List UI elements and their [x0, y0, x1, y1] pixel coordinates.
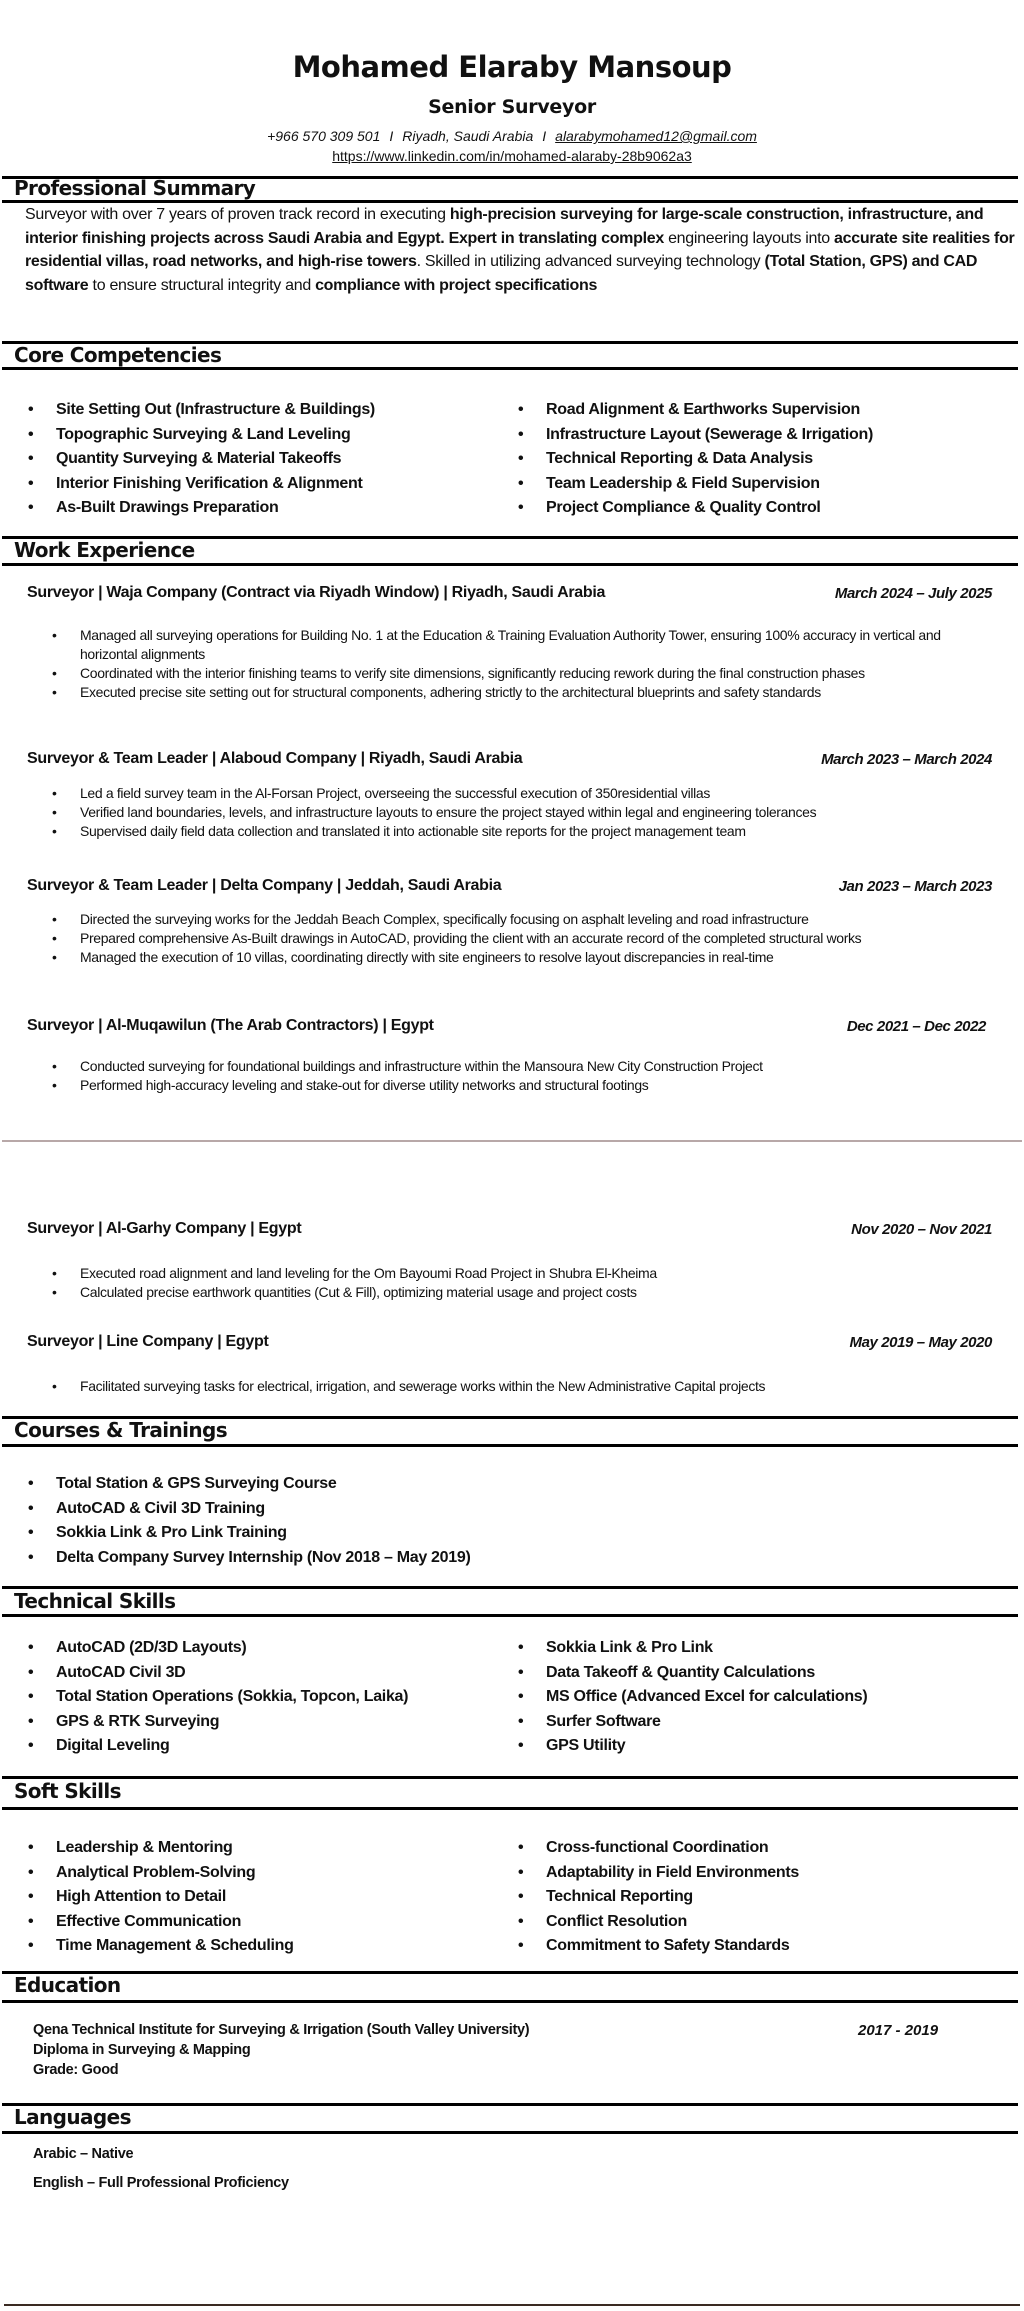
contact-line — [0, 128, 1024, 144]
list-item: • Performed high-accuracy leveling and stake-out for diverse utility networks and structural footings — [48, 1076, 1018, 1095]
language-item: Arabic – Native — [33, 2146, 134, 2162]
section-heading-summary: Professional Summary — [14, 176, 256, 200]
list-item: • Team Leadership & Field Supervision — [514, 472, 1014, 497]
section-heading-languages: Languages — [14, 2105, 131, 2129]
list-item: • Managed the execution of 10 villas, coordinating directly with site engineers to resolve layout discrepancies in real-time — [48, 948, 988, 967]
location: Riyadh, Saudi Arabia — [402, 128, 534, 144]
job-bullets — [48, 910, 988, 967]
list-item: • GPS Utility — [514, 1734, 1014, 1759]
job-dates: Jan 2023 – March 2023 — [838, 878, 992, 895]
list-item: • Delta Company Survey Internship (Nov 2018 – May 2019) — [24, 1546, 724, 1571]
list-item: • Quantity Surveying & Material Takeoffs — [24, 447, 504, 472]
list-item: • Data Takeoff & Quantity Calculations — [514, 1661, 1014, 1686]
job-dates: May 2019 – May 2020 — [849, 1334, 992, 1351]
list-item: • Technical Reporting & Data Analysis — [514, 447, 1014, 472]
summary-highlight: high-precision surveying for large-scale construction, infrastructure, and interior finishing projects across Saudi Arabia and Egypt. Expert in translating complex — [25, 206, 984, 247]
list-item: • Leadership & Mentoring — [24, 1836, 514, 1861]
job-dates: March 2023 – March 2024 — [821, 751, 992, 768]
page-break-divider — [2, 1140, 1022, 1142]
section-heading-soft-skills: Soft Skills — [14, 1779, 121, 1803]
list-item: • Adaptability in Field Environments — [514, 1861, 1014, 1886]
job-dates: Nov 2020 – Nov 2021 — [851, 1221, 992, 1238]
list-item: • Site Setting Out (Infrastructure & Buildings) — [24, 398, 504, 423]
section-heading-technical-skills: Technical Skills — [14, 1589, 176, 1613]
list-item: • Calculated precise earthwork quantities (Cut & Fill), optimizing material usage and project costs — [48, 1283, 1018, 1302]
separator: I — [542, 128, 547, 144]
list-item: • Project Compliance & Quality Control — [514, 496, 1014, 521]
list-item: • Road Alignment & Earthworks Supervision — [514, 398, 1014, 423]
list-item: • Technical Reporting — [514, 1885, 1014, 1910]
section-heading-courses: Courses & Trainings — [14, 1418, 228, 1442]
list-item: • Facilitated surveying tasks for electrical, irrigation, and sewerage works within the New Administrative Capital projects — [48, 1377, 1018, 1396]
list-item: • Sokkia Link & Pro Link — [514, 1636, 1014, 1661]
education-dates: 2017 - 2019 — [858, 2022, 939, 2039]
summary-highlight: compliance with project specifications — [315, 276, 598, 294]
section-rule-bottom — [2, 367, 1018, 370]
education-grade: Grade: Good — [33, 2062, 119, 2078]
list-item: • Interior Finishing Verification & Alignment — [24, 472, 504, 497]
competencies-right-list — [514, 398, 1014, 521]
linkedin-line — [0, 148, 1024, 164]
section-rule-top — [2, 1971, 1018, 1974]
list-item: • Total Station & GPS Surveying Course — [24, 1472, 724, 1497]
section-heading-education: Education — [14, 1973, 121, 1997]
list-item: • Topographic Surveying & Land Leveling — [24, 423, 504, 448]
list-item: • Prepared comprehensive As-Built drawings in AutoCAD, providing the client with an accurate record of the completed structural works — [48, 929, 988, 948]
list-item: • Digital Leveling — [24, 1734, 514, 1759]
list-item: • Directed the surveying works for the Jeddah Beach Complex, specifically focusing on asphalt leveling and road infrastructure — [48, 910, 988, 929]
summary-text: to ensure structural integrity and — [88, 276, 316, 294]
list-item: • Managed all surveying operations for Building No. 1 at the Education & Training Evaluation Authority Tower, ensuring 100% accuracy in vertical and horizontal alignments — [48, 626, 998, 664]
job-dates: March 2024 – July 2025 — [834, 585, 992, 602]
list-item: • Led a field survey team in the Al-Forsan Project, overseeing the successful execution of 350residential villas — [48, 784, 1018, 803]
job-title: Surveyor | Al-Garhy Company | Egypt — [27, 1220, 302, 1237]
section-rule-bottom — [2, 2000, 1018, 2003]
list-item: • Cross-functional Coordination — [514, 1836, 1014, 1861]
section-rule-bottom — [2, 1807, 1018, 1810]
section-rule-bottom — [2, 1444, 1018, 1447]
summary-highlight: accurate site realities for residential villas, road networks, and high-rise towers — [25, 229, 1015, 270]
section-heading-competencies: Core Competencies — [14, 343, 222, 367]
candidate-title: Senior Surveyor — [428, 96, 596, 118]
phone-number: +966 570 309 501 — [267, 128, 381, 144]
job-title: Surveyor & Team Leader | Alaboud Company | Riyadh, Saudi Arabia — [27, 750, 523, 767]
language-item: English – Full Professional Proficiency — [33, 2175, 289, 2191]
technical-skills-left-list — [24, 1636, 514, 1759]
job-title: Surveyor | Line Company | Egypt — [27, 1333, 269, 1350]
list-item: • Verified land boundaries, levels, and infrastructure layouts to ensure the project stayed within legal and engineering tolerances — [48, 803, 1018, 822]
job-title: Surveyor & Team Leader | Delta Company | Jeddah, Saudi Arabia — [27, 877, 502, 894]
section-rule-top — [2, 2103, 1018, 2106]
list-item: • Time Management & Scheduling — [24, 1934, 514, 1959]
section-rule-bottom — [2, 1614, 1018, 1617]
list-item: • Conflict Resolution — [514, 1910, 1014, 1935]
list-item: • MS Office (Advanced Excel for calculations) — [514, 1685, 1014, 1710]
list-item: • GPS & RTK Surveying — [24, 1710, 514, 1735]
list-item: • Effective Communication — [24, 1910, 514, 1935]
job-bullets — [48, 626, 998, 702]
summary-highlight: (Total Station, GPS) and CAD software — [25, 253, 978, 294]
job-bullets — [48, 1264, 1018, 1302]
list-item: • Executed precise site setting out for structural components, adhering strictly to the architectural blueprints and safety standards — [48, 683, 998, 702]
education-institution: Qena Technical Institute for Surveying & Irrigation (South Valley University) — [33, 2022, 530, 2038]
soft-skills-left-list — [24, 1836, 514, 1959]
section-heading-experience: Work Experience — [14, 538, 195, 562]
list-item: • AutoCAD (2D/3D Layouts) — [24, 1636, 514, 1661]
job-title: Surveyor | Al-Muqawilun (The Arab Contractors) | Egypt — [27, 1017, 434, 1034]
list-item: • Sokkia Link & Pro Link Training — [24, 1521, 724, 1546]
courses-list — [24, 1472, 724, 1570]
list-item: • Supervised daily field data collection and translated it into actionable site reports for the project management team — [48, 822, 1018, 841]
list-item: • Conducted surveying for foundational buildings and infrastructure within the Mansoura New City Construction Project — [48, 1057, 1018, 1076]
list-item: • Coordinated with the interior finishing teams to verify site dimensions, significantly reducing rework during the final construction phases — [48, 664, 998, 683]
list-item: • As-Built Drawings Preparation — [24, 496, 504, 521]
list-item: • Commitment to Safety Standards — [514, 1934, 1014, 1959]
list-item: • Infrastructure Layout (Sewerage & Irrigation) — [514, 423, 1014, 448]
education-degree: Diploma in Surveying & Mapping — [33, 2042, 251, 2058]
list-item: • Surfer Software — [514, 1710, 1014, 1735]
summary-text: . Skilled in utilizing advanced surveying technology — [416, 253, 765, 270]
soft-skills-right-list — [514, 1836, 1014, 1959]
competencies-left-list — [24, 398, 504, 521]
job-bullets — [48, 1377, 1018, 1396]
list-item: • AutoCAD & Civil 3D Training — [24, 1497, 724, 1522]
job-dates: Dec 2021 – Dec 2022 — [846, 1018, 986, 1035]
list-item: • Executed road alignment and land leveling for the Om Bayoumi Road Project in Shubra El-Kheima — [48, 1264, 1018, 1283]
list-item: • Analytical Problem-Solving — [24, 1861, 514, 1886]
technical-skills-right-list — [514, 1636, 1014, 1759]
job-bullets — [48, 784, 1018, 841]
section-rule-bottom — [2, 2131, 1018, 2134]
linkedin-link[interactable]: https://www.linkedin.com/in/mohamed-alaraby-28b9062a3 — [332, 148, 692, 164]
summary-paragraph — [25, 203, 1015, 297]
section-rule-top — [2, 1776, 1018, 1779]
job-title: Surveyor | Waja Company (Contract via Riyadh Window) | Riyadh, Saudi Arabia — [27, 584, 606, 601]
list-item: • AutoCAD Civil 3D — [24, 1661, 514, 1686]
email-link[interactable]: alarabymohamed12@gmail.com — [555, 128, 757, 144]
summary-text: Surveyor with over 7 years of proven track record in executing — [25, 206, 450, 223]
list-item: • Total Station Operations (Sokkia, Topcon, Laika) — [24, 1685, 514, 1710]
job-bullets — [48, 1057, 1018, 1095]
candidate-name: Mohamed Elaraby Mansoup — [292, 50, 732, 84]
summary-text: engineering layouts into — [663, 229, 835, 247]
separator: I — [389, 128, 394, 144]
page-bottom-divider — [4, 2304, 1020, 2306]
list-item: • High Attention to Detail — [24, 1885, 514, 1910]
section-rule-bottom — [2, 563, 1018, 566]
